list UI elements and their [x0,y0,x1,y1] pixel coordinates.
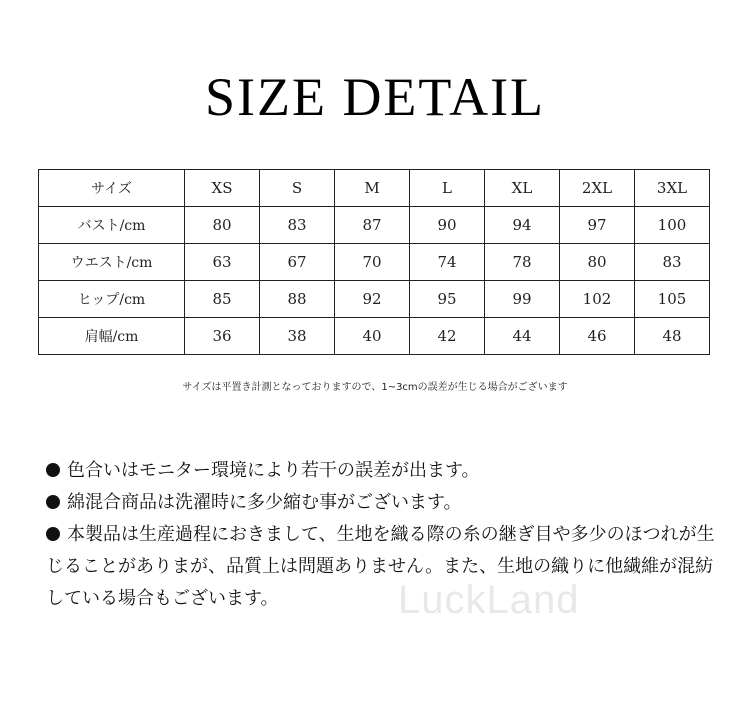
size-table [38,169,710,355]
table-row [39,318,710,355]
notice-item [46,519,726,615]
row-label-cell: ウエスト/cm [39,244,185,281]
size-header-cell: M [335,170,410,207]
notice-item [46,487,726,519]
measurement-cell: 36 [185,318,260,355]
measurement-note: サイズは平置き計測となっておりますので、1~3cmの誤差が生じる場合がございます [182,382,568,393]
measurement-cell: 42 [410,318,485,355]
row-label-cell: バスト/cm [39,207,185,244]
measurement-cell: 85 [185,281,260,318]
measurement-cell: 87 [335,207,410,244]
notice-text: 色合いはモニター環境により若干の誤差が出ます。 [67,460,480,481]
table-row [39,207,710,244]
measurement-cell: 80 [560,244,635,281]
measurement-cell: 94 [485,207,560,244]
notice-list [46,455,726,615]
size-header-cell: XS [185,170,260,207]
measurement-cell: 63 [185,244,260,281]
measurement-cell: 83 [635,244,710,281]
table-row [39,244,710,281]
size-header-cell: XL [485,170,560,207]
table-header-row [39,170,710,207]
measurement-cell: 44 [485,318,560,355]
measurement-cell: 40 [335,318,410,355]
notice-text: 綿混合商品は洗濯時に多少縮む事がございます。 [67,492,462,513]
notice-text: 本製品は生産過程におきまして、生地を織る際の糸の継ぎ目や多少のほつれが生じることがありまが、品質上は問題ありません。また、生地の織りに他繊維が混紡している場合もございます。 [46,524,715,609]
size-header-cell: 2XL [560,170,635,207]
table-row [39,281,710,318]
measurement-cell: 90 [410,207,485,244]
bullet-dot-icon [46,495,60,509]
bullet-dot-icon [46,463,60,477]
measurement-cell: 70 [335,244,410,281]
measurement-cell: 48 [635,318,710,355]
measurement-cell: 88 [260,281,335,318]
measurement-cell: 92 [335,281,410,318]
size-header-cell: 3XL [635,170,710,207]
measurement-cell: 78 [485,244,560,281]
notice-item [46,455,726,487]
measurement-cell: 105 [635,281,710,318]
measurement-cell: 83 [260,207,335,244]
measurement-cell: 100 [635,207,710,244]
bullet-dot-icon [46,527,60,541]
size-header-cell: S [260,170,335,207]
row-label-cell: 肩幅/cm [39,318,185,355]
row-label-cell: ヒップ/cm [39,281,185,318]
measurement-cell: 102 [560,281,635,318]
measurement-cell: 99 [485,281,560,318]
row-label-cell: サイズ [39,170,185,207]
size-table-body [39,170,710,355]
measurement-cell: 97 [560,207,635,244]
size-header-cell: L [410,170,485,207]
measurement-cell: 38 [260,318,335,355]
measurement-cell: 95 [410,281,485,318]
watermark: LuckLand [398,578,580,622]
page-title: SIZE DETAIL [204,67,546,127]
measurement-cell: 67 [260,244,335,281]
measurement-cell: 80 [185,207,260,244]
measurement-cell: 74 [410,244,485,281]
measurement-cell: 46 [560,318,635,355]
